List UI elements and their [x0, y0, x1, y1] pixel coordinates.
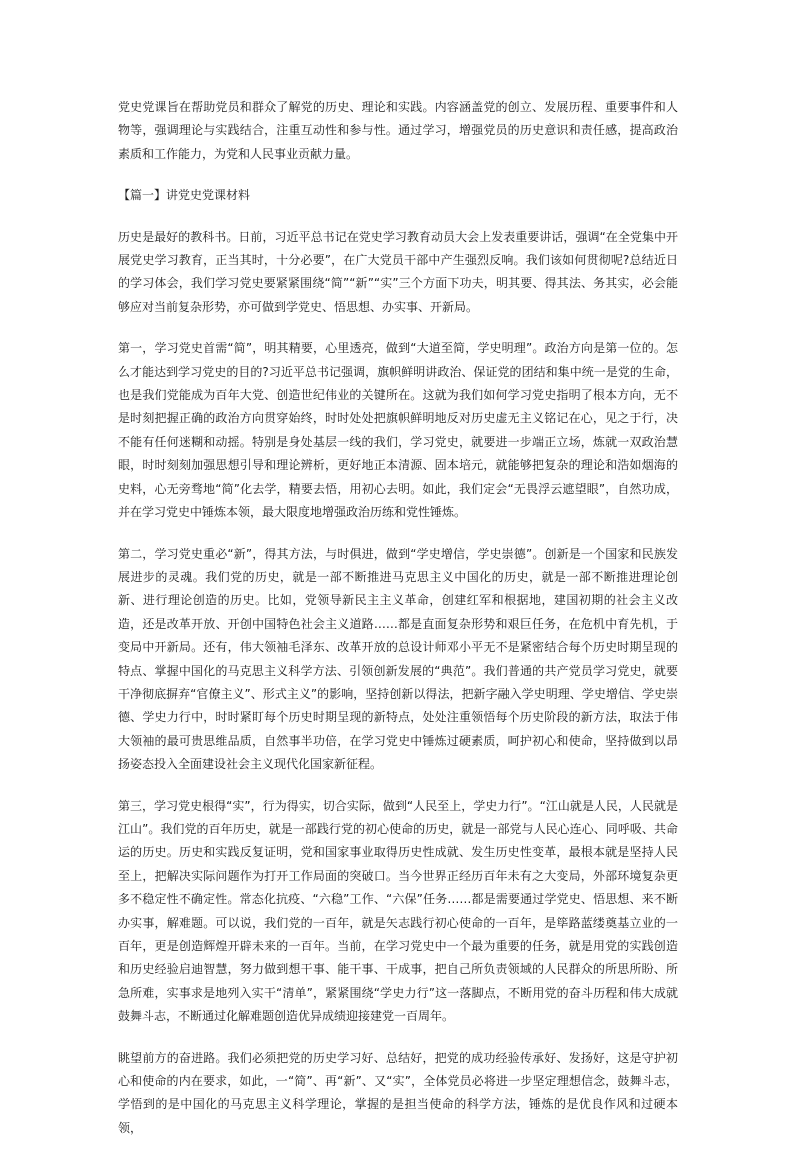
body-paragraph-3: 第二，学习党史重必“新”，得其方法，与时俱进，做到“学史增信，学史崇德”。创新是一个国家和民族发展进步的灵魂。我们党的历史，就是一部不断推进马克思主义中国化的历史，就是一部不断推进理论创新、进行理论创造的历史。比如，党领导新民主主义革命，创建红军和根据地，建国初期的社会主义改造，还是改革开放、开创中国特色社会主义道路……都是直面复杂形势和艰巨任务，在危机中育先机，于变局中开新局。还有，伟大领袖毛泽东、改革开放的总设计师邓小平无不是紧密结合每个历史时期呈现的特点、掌握中国化的马克思主义科学方法、引领创新发展的“典范”。我们普通的共产党员学习党史，就要干净彻底摒弃“官僚主义”、形式主义”的影响，坚持创新以得法，把新字融入学史明理、学史增信、学史崇德、学史力行中，时时紧盯每个历史时期呈现的新特点，处处注重领悟每个历史阶段的新方法，取法于伟大领袖的最可贵思维品质，自然事半功倍，在学习党史中锤炼过硬素质，呵护初心和使命，坚持做到以昂扬姿态投入全面建设社会主义现代化国家新征程。	[118, 546, 678, 772]
document-body	[118, 96, 678, 1158]
body-paragraph-5: 眺望前方的奋进路。我们必须把党的历史学习好、总结好，把党的成功经验传承好、发扬好，这是守护初心和使命的内在要求，如此，一“简”、再“新”、又“实”，全体党员必将进一步坚定理想信念，鼓舞斗志，学悟到的是中国化的马克思主义科学理论，掌握的是担当使命的科学方法，锤炼的是优良作风和过硬本领，	[118, 1050, 678, 1135]
body-paragraph-1: 历史是最好的教科书。日前，习近平总书记在党史学习教育动员大会上发表重要讲话，强调“在全党集中开展党史学习教育，正当其时，十分必要”，在广大党员干部中产生强烈反响。我们该如何贯彻呢?总结近日的学习体会，我们学习党史要紧紧围绕“简”“新”“实”三个方面下功夫，明其要、得其法、务其实，必会能够应对当前复杂形势，亦可做到学党史、悟思想、办实事、开新局。	[118, 229, 678, 314]
body-paragraph-4: 第三，学习党史根得“实”，行为得实，切合实际，做到“人民至上，学史力行”。“江山就是人民，人民就是江山”。我们党的百年历史，就是一部践行党的初心使命的历史，就是一部党与人民心连心、同呼吸、共命运的历史。历史和实践反复证明，党和国家事业取得历史性成就、发生历史性变革，最根本就是坚持人民至上，把解决实际问题作为打开工作局面的突破口。当今世界正经历百年未有之大变局，外部环境复杂更多不稳定性不确定性。常态化抗疫、“六稳”工作、“六保”任务……都是需要通过学党史、悟思想、来不断办实事，解难题。可以说，我们党的一百年，就是矢志践行初心使命的一百年，是筚路蓝缕奠基立业的一百年，更是创造辉煌开辟未来的一百年。当前，在学习党史中一个最为重要的任务，就是用党的实践创造和历史经验启迪智慧，努力做到想干事、能干事、干成事，把自己所负责领域的人民群众的所思所盼、所急所难，实事求是地列入实干“清单”，紧紧围绕“学史力行”这一落脚点，不断用党的奋斗历程和伟大成就鼓舞斗志，不断通过化解难题创造优异成绩迎接建党一百周年。	[118, 798, 678, 1024]
body-paragraph-2: 第一，学习党史首需“简”，明其精要，心里透亮，做到“大道至简，学史明理”。政治方向是第一位的。怎么才能达到学习党史的目的?习近平总书记强调，旗帜鲜明讲政治、保证党的团结和集中统一是党的生命，也是我们党能成为百年大党、创造世纪伟业的关键所在。这就为我们如何学习党史指明了根本方向，无不是时刻把握正确的政治方向贯穿始终，时时处处把旗帜鲜明地反对历史虚无主义铭记在心，见之于行，决不能有任何迷糊和动摇。特别是身处基层一线的我们，学习党史，就要进一步端正立场，炼就一双政治慧眼，时时刻刻加强思想引导和理论辨析，更好地正本清源、固本培元，就能够把复杂的理论和浩如烟海的史料，心无旁骛地“简”化去学，精要去悟，用初心去明。如此，我们定会“无畏浮云遮望眼”，自然功成，并在学习党史中锤炼本领，最大限度地增强政治历练和党性锤炼。	[118, 341, 678, 520]
intro-paragraph: 党史党课旨在帮助党员和群众了解党的历史、理论和实践。内容涵盖党的创立、发展历程、重要事件和人物等，强调理论与实践结合，注重互动性和参与性。通过学习，增强党员的历史意识和责任感，提高政治素质和工作能力，为党和人民事业贡献力量。	[118, 100, 678, 161]
section-heading: 【篇一】讲党史党课材料	[118, 188, 251, 203]
